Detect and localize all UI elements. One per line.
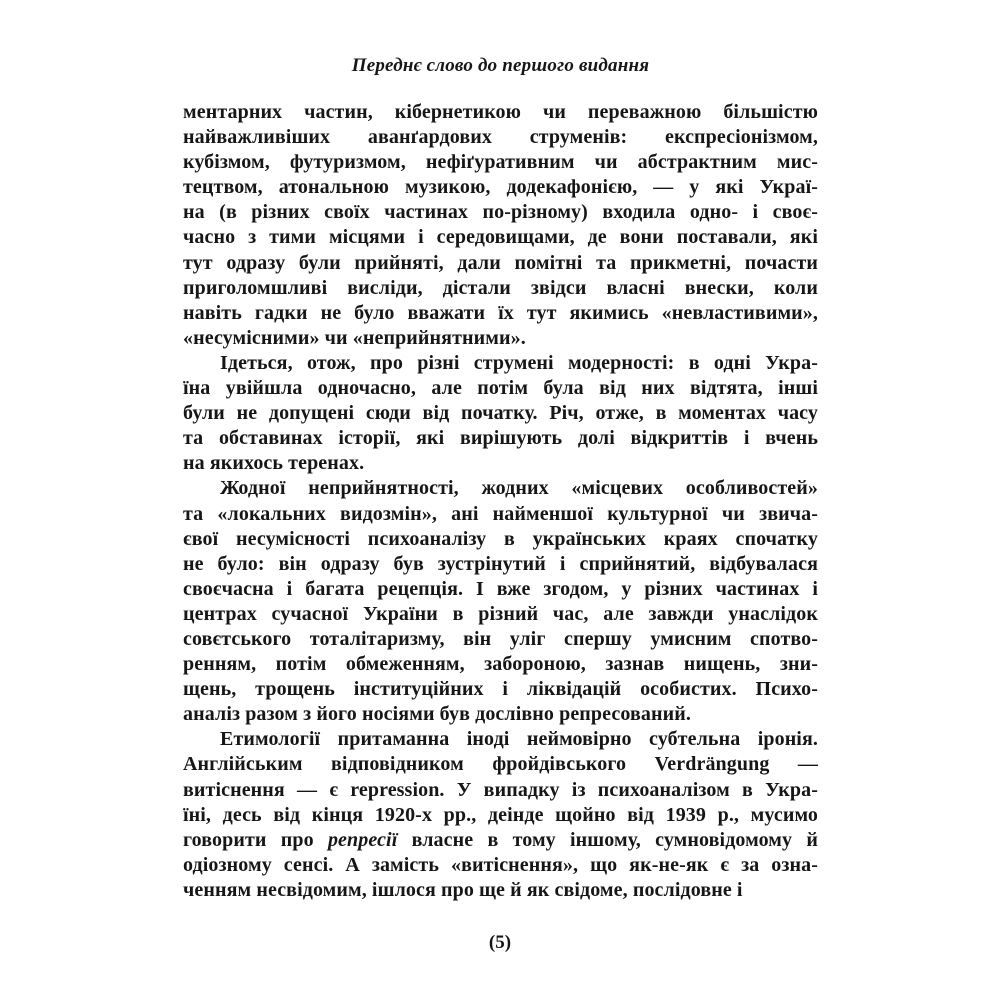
text-segment: найважливіших аванґардових струменів: експресіонізмом,: [183, 126, 818, 149]
text-segment: говорити про: [183, 828, 328, 851]
text-segment: кубізмом, футуризмом, нефіґуративним чи абстрактним мис-: [183, 151, 818, 174]
text-line: [183, 100, 818, 125]
text-segment: євої несумісності психоаналізу в українських краях спочатку: [183, 527, 818, 550]
text-line: [183, 627, 818, 652]
text-line: [183, 225, 818, 250]
running-header: Переднє слово до першого видання: [351, 55, 650, 76]
text-line: [183, 778, 818, 803]
text-line: [183, 301, 818, 326]
text-line: [183, 351, 818, 376]
text-segment: аналіз разом з його носіями був дослівно репресований.: [183, 703, 691, 726]
body-text: [183, 100, 818, 903]
text-segment: ментарних частин, кібернетикою чи переважною більшістю: [183, 101, 818, 123]
text-segment: приголомшливі висліди, дістали звідси власні внески, коли: [183, 276, 818, 299]
text-segment: їна увійшла одночасно, але потім була від них відтята, інші: [183, 377, 818, 400]
text-segment: та обставинах історії, які вирішують долі відкриттів і вчень: [183, 427, 818, 450]
text-line: [183, 401, 818, 426]
text-line: [183, 476, 818, 501]
text-segment: їні, десь від кінця 1920-х рр., деінде щойно від 1939 р., мусимо: [183, 803, 818, 826]
paragraph: [183, 351, 818, 476]
text-line: [183, 702, 818, 727]
text-segment: на якихось теренах.: [183, 452, 365, 475]
emphasized-text: репресії: [327, 828, 398, 851]
text-segment: щень, трощень інституційних і ліквідацій особистих. Психо-: [183, 678, 818, 701]
text-line: [183, 451, 818, 476]
text-line: [183, 878, 818, 903]
text-segment: своєчасна і багата рецепція. І вже згодом, у різних частинах і: [183, 577, 818, 600]
page-number: (5): [488, 932, 512, 953]
text-line: [183, 677, 818, 702]
paragraph: [183, 476, 818, 727]
text-segment: совєтського тоталітаризму, він уліг спершу умисним спотво-: [183, 627, 818, 650]
paragraph: [183, 727, 818, 903]
text-line: [183, 150, 818, 175]
text-segment: тецтвом, атональною музикою, додекафонією, — у які Украї-: [183, 176, 818, 199]
text-line: [183, 803, 818, 828]
text-line: [183, 175, 818, 200]
text-segment: «несумісними» чи «неприйнятними».: [183, 326, 526, 349]
text-segment: одіозному сенсі. А замість «витіснення», що як-не-як є за озна-: [183, 853, 818, 876]
text-segment: не було: він одразу був зустрінутий і сприйнятий, відбувалася: [183, 552, 818, 575]
text-line: [183, 752, 818, 777]
text-line: [183, 527, 818, 552]
text-line: [183, 426, 818, 451]
text-line: [183, 853, 818, 878]
text-segment: були не допущені сюди від початку. Річ, отже, в моментах часу: [183, 402, 818, 425]
text-segment: Жодної неприйнятності, жодних «місцевих особливостей»: [220, 477, 818, 500]
text-line: [183, 602, 818, 627]
text-line: [183, 326, 818, 351]
text-segment: Ідеться, отож, про різні струмені модерності: в одні Укра-: [220, 351, 818, 374]
text-segment: ченням несвідомим, ішлося про ще й як свідоме, послідовне і: [183, 878, 743, 901]
text-segment: часно з тими місцями і середовищами, де вони поставали, які: [183, 226, 818, 249]
text-segment: та «локальних видозмін», ані найменшої культурної чи звича-: [183, 502, 818, 525]
text-segment: власне в тому іншому, сумновідомому й: [397, 828, 818, 851]
text-segment: центрах сучасної України в різний час, але завжди унаслідок: [183, 602, 818, 625]
text-segment: на (в різних своїх частинах по-різному) входила одно- і своє-: [183, 201, 818, 224]
text-line: [183, 276, 818, 301]
text-segment: витіснення — є repression. У випадку із психоаналізом в Укра-: [183, 778, 818, 801]
text-line: [183, 727, 818, 752]
text-line: [183, 828, 818, 853]
text-line: [183, 376, 818, 401]
text-segment: навіть гадки не було вважати їх тут якимись «невластивими»,: [183, 301, 818, 324]
text-line: [183, 200, 818, 225]
text-segment: Англійським відповідником фройдівського Verdrängung —: [183, 753, 818, 776]
text-line: [183, 502, 818, 527]
text-line: [183, 251, 818, 276]
paragraph: [183, 100, 818, 351]
text-line: [183, 552, 818, 577]
text-line: [183, 577, 818, 602]
text-segment: тут одразу були прийняті, дали помітні та прикметні, почасти: [183, 251, 818, 274]
text-segment: ренням, потім обмеженням, забороною, зазнав нищень, зни-: [183, 653, 818, 676]
text-line: [183, 125, 818, 150]
text-line: [183, 652, 818, 677]
text-segment: Етимології притаманна іноді неймовірно субтельна іронія.: [220, 728, 818, 751]
